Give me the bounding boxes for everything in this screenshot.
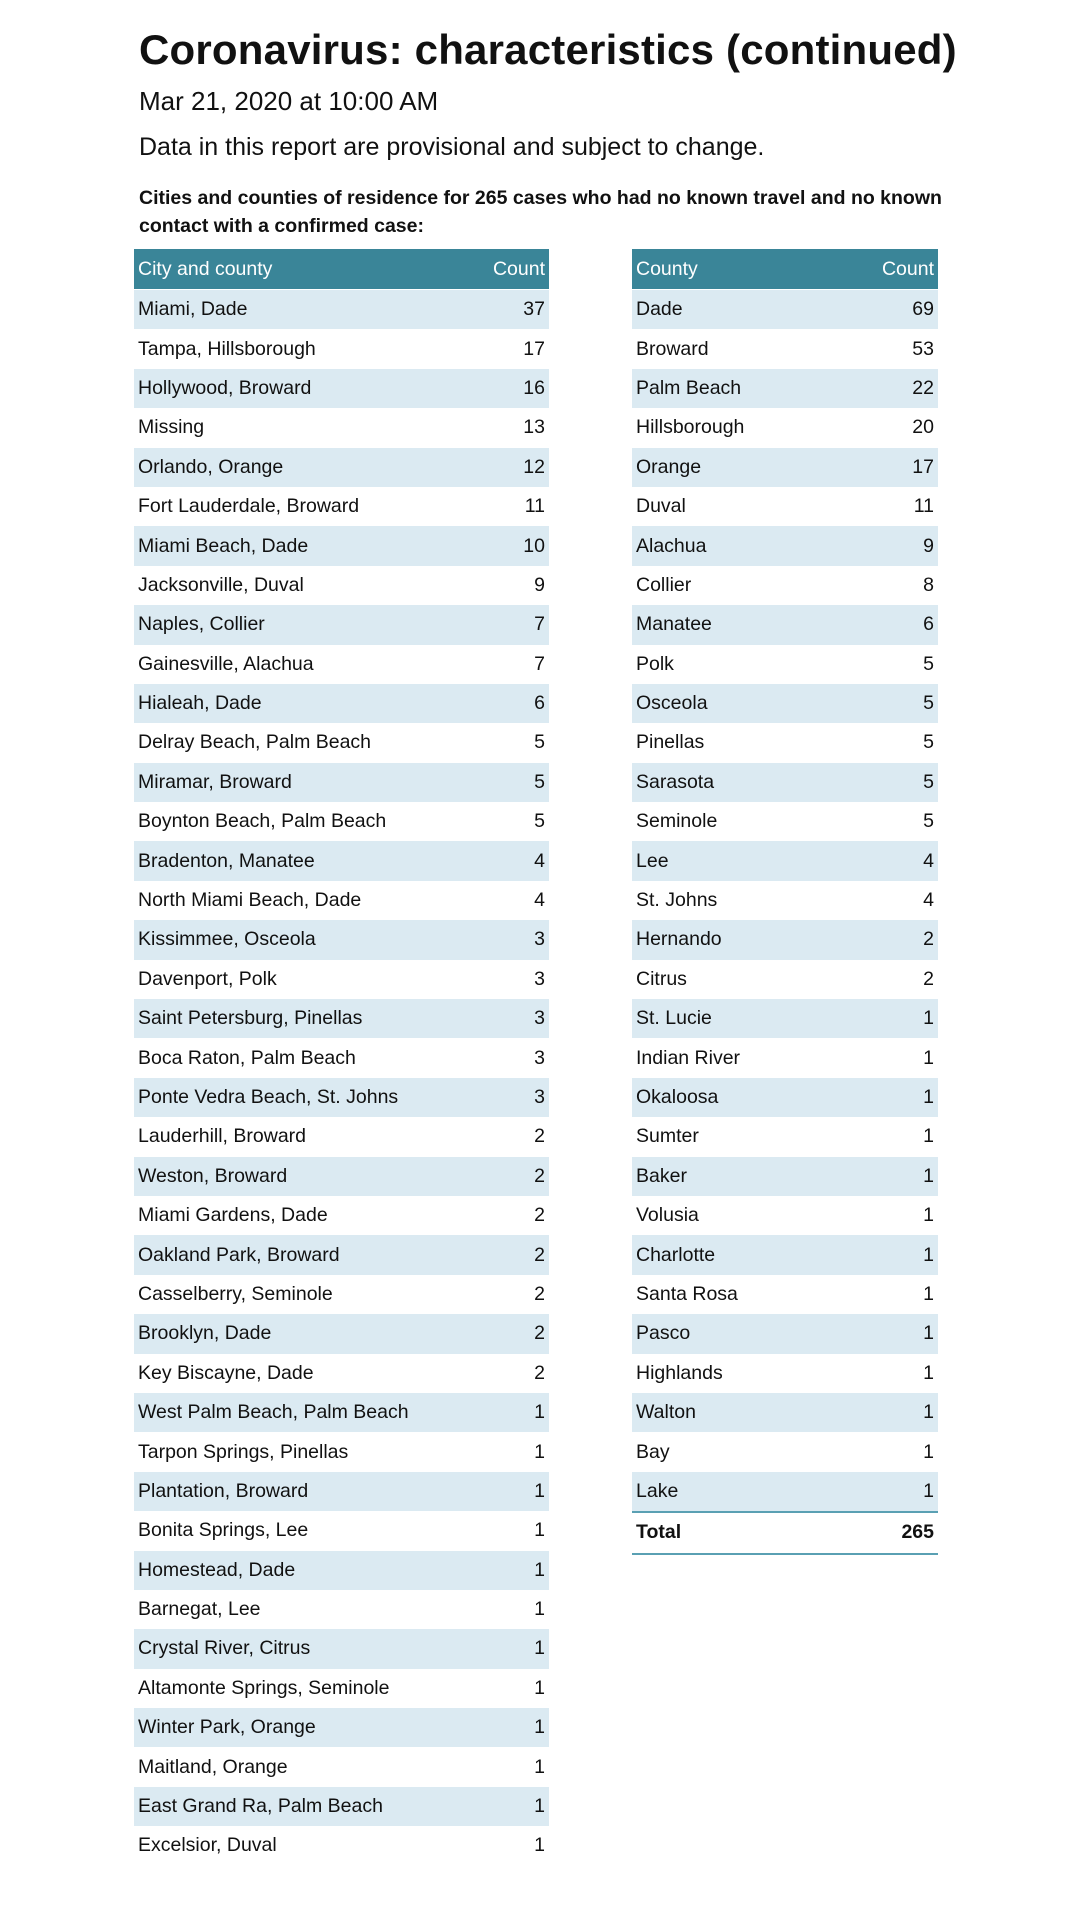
- row-count: 2: [834, 960, 938, 999]
- row-label: West Palm Beach, Palm Beach: [134, 1393, 475, 1432]
- table-row: [134, 1038, 549, 1077]
- row-count: 12: [475, 448, 549, 487]
- column-header-count: Count: [834, 249, 938, 290]
- row-label: Lauderhill, Broward: [134, 1117, 475, 1156]
- row-label: Delray Beach, Palm Beach: [134, 723, 475, 762]
- row-label: Tampa, Hillsborough: [134, 329, 475, 368]
- row-count: 1: [834, 1314, 938, 1353]
- row-label: Miami Gardens, Dade: [134, 1196, 475, 1235]
- column-header-county: County: [632, 249, 834, 290]
- table-row: [632, 763, 938, 802]
- row-count: 1: [834, 1078, 938, 1117]
- row-count: 1: [475, 1511, 549, 1550]
- table-row: [134, 841, 549, 880]
- row-label: Bradenton, Manatee: [134, 841, 475, 880]
- table-row: [134, 763, 549, 802]
- row-count: 2: [475, 1157, 549, 1196]
- row-label: Saint Petersburg, Pinellas: [134, 999, 475, 1038]
- row-label: Kissimmee, Osceola: [134, 920, 475, 959]
- row-label: Lee: [632, 841, 834, 880]
- row-count: 7: [475, 605, 549, 644]
- table-row: [632, 1117, 938, 1156]
- row-label: Palm Beach: [632, 369, 834, 408]
- row-label: Seminole: [632, 802, 834, 841]
- row-label: Naples, Collier: [134, 605, 475, 644]
- row-label: Hernando: [632, 920, 834, 959]
- row-label: Excelsior, Duval: [134, 1826, 475, 1865]
- table-row: [134, 645, 549, 684]
- table-row: [134, 526, 549, 565]
- row-label: Osceola: [632, 684, 834, 723]
- table-row: [632, 290, 938, 330]
- row-count: 1: [834, 1235, 938, 1274]
- row-label: Davenport, Polk: [134, 960, 475, 999]
- table-row: [632, 802, 938, 841]
- table-row: [632, 487, 938, 526]
- row-count: 11: [834, 487, 938, 526]
- row-count: 4: [475, 841, 549, 880]
- report-date: Mar 21, 2020 at 10:00 AM: [139, 86, 439, 116]
- table-row: [632, 605, 938, 644]
- row-label: Gainesville, Alachua: [134, 645, 475, 684]
- row-count: 17: [834, 448, 938, 487]
- row-label: Lake: [632, 1472, 834, 1512]
- table-row: [134, 1235, 549, 1274]
- table-row: [632, 881, 938, 920]
- row-count: 1: [475, 1747, 549, 1786]
- row-count: 5: [834, 684, 938, 723]
- table-row: [632, 566, 938, 605]
- table-row: [134, 1669, 549, 1708]
- county-table: [632, 249, 938, 1555]
- disclaimer-text: Data in this report are provisional and subject to change.: [139, 133, 765, 161]
- row-count: 1: [834, 1117, 938, 1156]
- table-row: [134, 1551, 549, 1590]
- row-label: Tarpon Springs, Pinellas: [134, 1432, 475, 1471]
- row-count: 3: [475, 960, 549, 999]
- row-label: Okaloosa: [632, 1078, 834, 1117]
- table-row: [134, 290, 549, 330]
- row-count: 2: [834, 920, 938, 959]
- row-label: Miami, Dade: [134, 290, 475, 330]
- row-count: 2: [475, 1314, 549, 1353]
- row-count: 22: [834, 369, 938, 408]
- table-row: [632, 329, 938, 368]
- table-row: [632, 369, 938, 408]
- row-label: Weston, Broward: [134, 1157, 475, 1196]
- table-row: [632, 920, 938, 959]
- row-label: Brooklyn, Dade: [134, 1314, 475, 1353]
- row-count: 6: [834, 605, 938, 644]
- row-count: 5: [475, 802, 549, 841]
- row-count: 3: [475, 1038, 549, 1077]
- table-row: [632, 723, 938, 762]
- table-row: [632, 1038, 938, 1077]
- table-row: [134, 999, 549, 1038]
- row-label: Orange: [632, 448, 834, 487]
- row-label: Dade: [632, 290, 834, 330]
- table-row: [632, 1196, 938, 1235]
- row-count: 1: [475, 1393, 549, 1432]
- row-count: 20: [834, 408, 938, 447]
- row-count: 53: [834, 329, 938, 368]
- row-label: Plantation, Broward: [134, 1472, 475, 1511]
- row-count: 13: [475, 408, 549, 447]
- row-count: 5: [475, 723, 549, 762]
- row-label: Hialeah, Dade: [134, 684, 475, 723]
- row-count: 1: [834, 1432, 938, 1471]
- row-count: 2: [475, 1354, 549, 1393]
- row-count: 1: [834, 1196, 938, 1235]
- row-label: St. Lucie: [632, 999, 834, 1038]
- table-row: [632, 526, 938, 565]
- row-count: 3: [475, 999, 549, 1038]
- table-row: [134, 329, 549, 368]
- row-count: 2: [475, 1275, 549, 1314]
- row-count: 37: [475, 290, 549, 330]
- row-label: Duval: [632, 487, 834, 526]
- row-count: 1: [834, 1275, 938, 1314]
- table-row: [134, 487, 549, 526]
- row-label: Casselberry, Seminole: [134, 1275, 475, 1314]
- table-row: [134, 920, 549, 959]
- row-count: 9: [475, 566, 549, 605]
- table-row: [134, 1826, 549, 1865]
- row-count: 5: [834, 763, 938, 802]
- row-label: Hillsborough: [632, 408, 834, 447]
- row-label: Alachua: [632, 526, 834, 565]
- row-label: Oakland Park, Broward: [134, 1235, 475, 1274]
- row-count: 1: [475, 1629, 549, 1668]
- row-count: 4: [475, 881, 549, 920]
- table-row: [134, 1590, 549, 1629]
- row-count: 2: [475, 1235, 549, 1274]
- total-count: 265: [834, 1512, 938, 1553]
- row-count: 5: [475, 763, 549, 802]
- row-count: 1: [475, 1472, 549, 1511]
- row-count: 3: [475, 920, 549, 959]
- row-count: 1: [475, 1826, 549, 1865]
- row-label: Jacksonville, Duval: [134, 566, 475, 605]
- row-count: 1: [475, 1551, 549, 1590]
- row-label: Missing: [134, 408, 475, 447]
- row-count: 6: [475, 684, 549, 723]
- total-row: [632, 1512, 938, 1553]
- row-label: Bonita Springs, Lee: [134, 1511, 475, 1550]
- table-row: [134, 1708, 549, 1747]
- row-label: Winter Park, Orange: [134, 1708, 475, 1747]
- row-label: Hollywood, Broward: [134, 369, 475, 408]
- row-count: 4: [834, 841, 938, 880]
- row-label: Ponte Vedra Beach, St. Johns: [134, 1078, 475, 1117]
- total-label: Total: [632, 1512, 834, 1553]
- table-row: [134, 1196, 549, 1235]
- row-count: 1: [834, 1472, 938, 1512]
- row-count: 11: [475, 487, 549, 526]
- row-count: 3: [475, 1078, 549, 1117]
- table-row: [134, 369, 549, 408]
- table-row: [134, 1511, 549, 1550]
- row-count: 4: [834, 881, 938, 920]
- row-label: Key Biscayne, Dade: [134, 1354, 475, 1393]
- row-label: Boca Raton, Palm Beach: [134, 1038, 475, 1077]
- table-row: [134, 1432, 549, 1471]
- table-row: [632, 684, 938, 723]
- table-row: [632, 1157, 938, 1196]
- row-count: 1: [475, 1590, 549, 1629]
- table-row: [134, 960, 549, 999]
- table-row: [134, 448, 549, 487]
- table-row: [632, 1354, 938, 1393]
- row-count: 17: [475, 329, 549, 368]
- table-row: [134, 1157, 549, 1196]
- row-label: Homestead, Dade: [134, 1551, 475, 1590]
- row-label: Indian River: [632, 1038, 834, 1077]
- table-row: [632, 408, 938, 447]
- row-label: Walton: [632, 1393, 834, 1432]
- table-row: [134, 684, 549, 723]
- row-count: 5: [834, 723, 938, 762]
- table-header-row: [134, 249, 549, 290]
- row-count: 1: [834, 999, 938, 1038]
- row-label: Altamonte Springs, Seminole: [134, 1669, 475, 1708]
- city-county-table: [134, 249, 549, 1866]
- row-count: 2: [475, 1117, 549, 1156]
- row-count: 1: [834, 1354, 938, 1393]
- row-count: 5: [834, 645, 938, 684]
- column-header-count: Count: [475, 249, 549, 290]
- row-label: Miami Beach, Dade: [134, 526, 475, 565]
- row-count: 16: [475, 369, 549, 408]
- table-row: [134, 1354, 549, 1393]
- table-row: [134, 1117, 549, 1156]
- row-label: Broward: [632, 329, 834, 368]
- row-count: 7: [475, 645, 549, 684]
- table-row: [134, 1314, 549, 1353]
- table-row: [632, 1235, 938, 1274]
- table-row: [134, 1472, 549, 1511]
- row-label: Crystal River, Citrus: [134, 1629, 475, 1668]
- table-row: [134, 723, 549, 762]
- table-row: [134, 566, 549, 605]
- row-label: Barnegat, Lee: [134, 1590, 475, 1629]
- table-row: [134, 1747, 549, 1786]
- column-header-city: City and county: [134, 249, 475, 290]
- table-row: [632, 1314, 938, 1353]
- row-count: 9: [834, 526, 938, 565]
- table-intro: Cities and counties of residence for 265 cases who had no known travel and no known contact with a confirmed case:: [139, 187, 942, 237]
- table-row: [632, 1472, 938, 1512]
- row-label: Polk: [632, 645, 834, 684]
- row-label: Pasco: [632, 1314, 834, 1353]
- row-label: Manatee: [632, 605, 834, 644]
- row-count: 8: [834, 566, 938, 605]
- table-row: [632, 960, 938, 999]
- table-row: [632, 999, 938, 1038]
- row-count: 1: [475, 1708, 549, 1747]
- table-row: [134, 1078, 549, 1117]
- table-row: [632, 1432, 938, 1471]
- row-count: 69: [834, 290, 938, 330]
- table-row: [632, 1275, 938, 1314]
- row-label: Miramar, Broward: [134, 763, 475, 802]
- row-count: 1: [475, 1787, 549, 1826]
- row-label: Boynton Beach, Palm Beach: [134, 802, 475, 841]
- row-count: 2: [475, 1196, 549, 1235]
- row-label: Bay: [632, 1432, 834, 1471]
- table-header-row: [632, 249, 938, 290]
- table-row: [134, 408, 549, 447]
- row-label: Baker: [632, 1157, 834, 1196]
- row-count: 1: [834, 1393, 938, 1432]
- table-row: [134, 605, 549, 644]
- row-count: 1: [834, 1038, 938, 1077]
- row-label: Orlando, Orange: [134, 448, 475, 487]
- table-row: [632, 1078, 938, 1117]
- row-label: Highlands: [632, 1354, 834, 1393]
- table-row: [134, 881, 549, 920]
- table-row: [632, 645, 938, 684]
- table-row: [632, 448, 938, 487]
- table-row: [632, 841, 938, 880]
- table-row: [134, 1393, 549, 1432]
- table-row: [134, 1629, 549, 1668]
- row-label: Pinellas: [632, 723, 834, 762]
- table-row: [134, 1787, 549, 1826]
- row-label: Citrus: [632, 960, 834, 999]
- page-title: Coronavirus: characteristics (continued): [139, 26, 957, 73]
- row-label: Fort Lauderdale, Broward: [134, 487, 475, 526]
- row-count: 5: [834, 802, 938, 841]
- row-label: Maitland, Orange: [134, 1747, 475, 1786]
- row-count: 1: [834, 1157, 938, 1196]
- row-label: East Grand Ra, Palm Beach: [134, 1787, 475, 1826]
- row-label: Charlotte: [632, 1235, 834, 1274]
- row-label: North Miami Beach, Dade: [134, 881, 475, 920]
- row-label: St. Johns: [632, 881, 834, 920]
- row-label: Sarasota: [632, 763, 834, 802]
- row-count: 1: [475, 1669, 549, 1708]
- table-row: [134, 1275, 549, 1314]
- row-label: Santa Rosa: [632, 1275, 834, 1314]
- table-row: [134, 802, 549, 841]
- table-row: [632, 1393, 938, 1432]
- row-count: 10: [475, 526, 549, 565]
- row-label: Sumter: [632, 1117, 834, 1156]
- row-count: 1: [475, 1432, 549, 1471]
- row-label: Volusia: [632, 1196, 834, 1235]
- row-label: Collier: [632, 566, 834, 605]
